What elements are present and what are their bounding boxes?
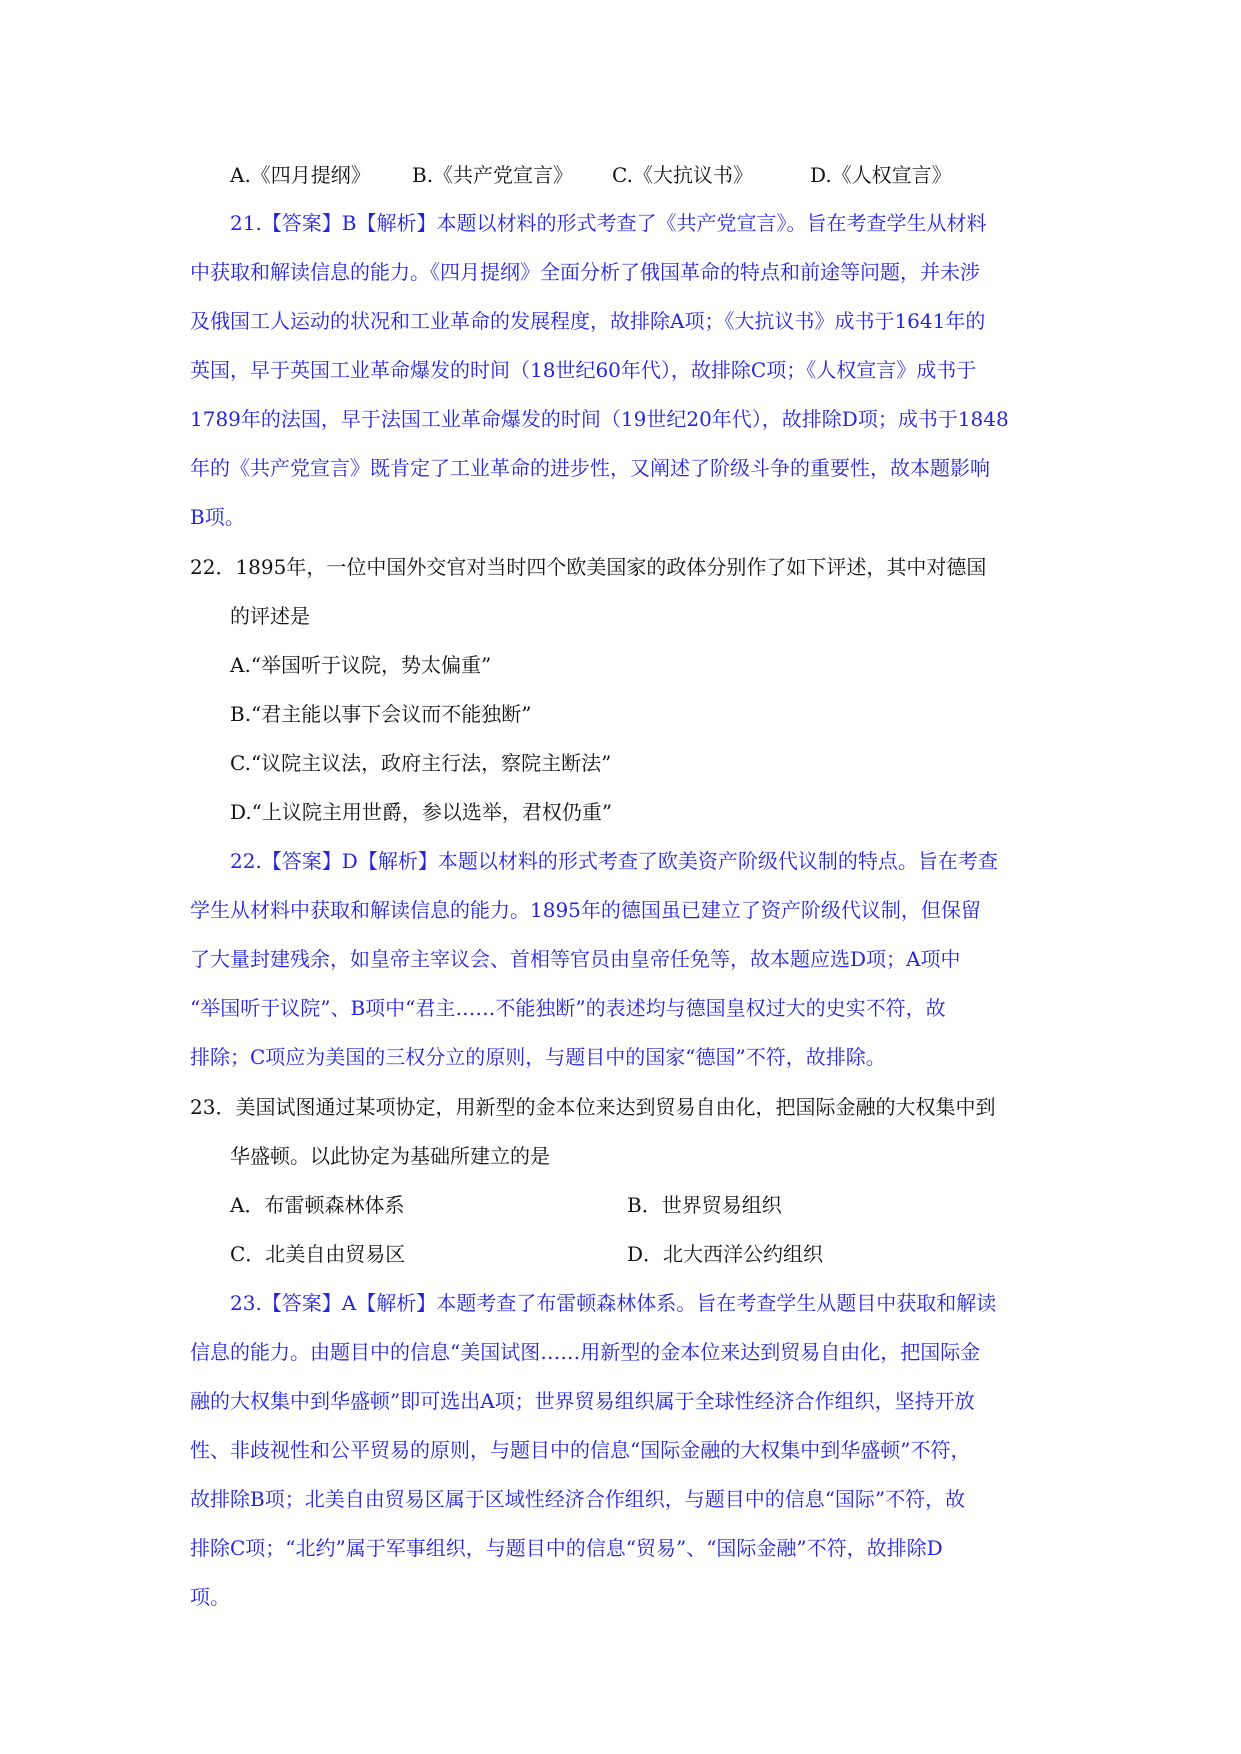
q22-option-a: A.“举国听于议院，势太偏重”	[230, 653, 492, 677]
q21-option-c: C.《大抗议书》	[612, 163, 753, 187]
answer-23-line: 信息的能力。由题目中的信息“美国试图……用新型的金本位来达到贸易自由化，把国际金	[190, 1340, 981, 1364]
answer-23-line: 项。	[190, 1585, 230, 1609]
q22-option-c: C.“议院主议法，政府主行法，察院主断法”	[230, 751, 612, 775]
answer-23-line: 排除C项；“北约”属于军事组织，与题目中的信息“贸易”、“国际金融”不符，故排除D	[190, 1536, 943, 1560]
answer-22-line: 了大量封建残余，如皇帝主宰议会、首相等官员由皇帝任免等，故本题应选D项；A项中	[190, 947, 961, 971]
answer-21-line: 中获取和解读信息的能力。《四月提纲》全面分析了俄国革命的特点和前途等问题，并未涉	[190, 260, 980, 284]
question-22-stem: 22．1895年，一位中国外交官对当时四个欧美国家的政体分别作了如下评述，其中对德国	[190, 555, 987, 579]
q21-option-a: A.《四月提纲》	[230, 163, 371, 187]
answer-22-line: 学生从材料中获取和解读信息的能力。1895年的德国虽已建立了资产阶级代议制，但保留	[190, 898, 981, 922]
answer-22-line: 22.【答案】D【解析】本题以材料的形式考查了欧美资产阶级代议制的特点。旨在考查	[230, 849, 998, 873]
q23-option-c: C．北美自由贸易区	[230, 1242, 406, 1266]
answer-23-line: 融的大权集中到华盛顿”即可选出A项；世界贸易组织属于全球性经济合作组织，坚持开放	[190, 1389, 975, 1413]
q23-option-d: D．北大西洋公约组织	[627, 1242, 824, 1266]
answer-21-line: 年的《共产党宣言》既肯定了工业革命的进步性，又阐述了阶级斗争的重要性，故本题影响	[190, 456, 990, 480]
answer-21-line: 1789年的法国，早于法国工业革命爆发的时间（19世纪20年代），故排除D项；成书于1848	[190, 407, 1009, 431]
q22-option-b: B.“君主能以事下会议而不能独断”	[230, 702, 532, 726]
answer-21-line: 21.【答案】B【解析】本题以材料的形式考查了《共产党宣言》。旨在考查学生从材料	[230, 211, 987, 235]
q21-option-b: B.《共产党宣言》	[412, 163, 574, 187]
answer-23-line: 23.【答案】A【解析】本题考查了布雷顿森林体系。旨在考查学生从题目中获取和解读	[230, 1291, 997, 1315]
question-22-stem: 的评述是	[230, 604, 310, 628]
answer-21-line: 及俄国工人运动的状况和工业革命的发展程度，故排除A项；《大抗议书》成书于1641年的	[190, 309, 986, 333]
answer-22-line: “举国听于议院”、B项中“君主……不能独断”的表述均与德国皇权过大的史实不符，故	[190, 996, 946, 1020]
answer-23-line: 故排除B项；北美自由贸易区属于区域性经济合作组织，与题目中的信息“国际”不符，故	[190, 1487, 966, 1511]
answer-23-line: 性、非歧视性和公平贸易的原则，与题目中的信息“国际金融的大权集中到华盛顿”不符，	[190, 1438, 971, 1462]
answer-21-line: B项。	[190, 505, 245, 529]
q23-option-b: B．世界贸易组织	[627, 1193, 782, 1217]
q21-option-d: D.《人权宣言》	[810, 163, 952, 187]
question-23-stem: 23．美国试图通过某项协定，用新型的金本位来达到贸易自由化，把国际金融的大权集中到	[190, 1095, 996, 1119]
q22-option-d: D.“上议院主用世爵，参以选举，君权仍重”	[230, 800, 613, 824]
q23-option-a: A．布雷顿森林体系	[230, 1193, 405, 1217]
answer-22-line: 排除；C项应为美国的三权分立的原则，与题目中的国家“德国”不符，故排除。	[190, 1045, 886, 1069]
question-23-stem: 华盛顿。以此协定为基础所建立的是	[230, 1144, 550, 1168]
answer-21-line: 英国，早于英国工业革命爆发的时间（18世纪60年代），故排除C项；《人权宣言》成书于	[190, 358, 977, 382]
